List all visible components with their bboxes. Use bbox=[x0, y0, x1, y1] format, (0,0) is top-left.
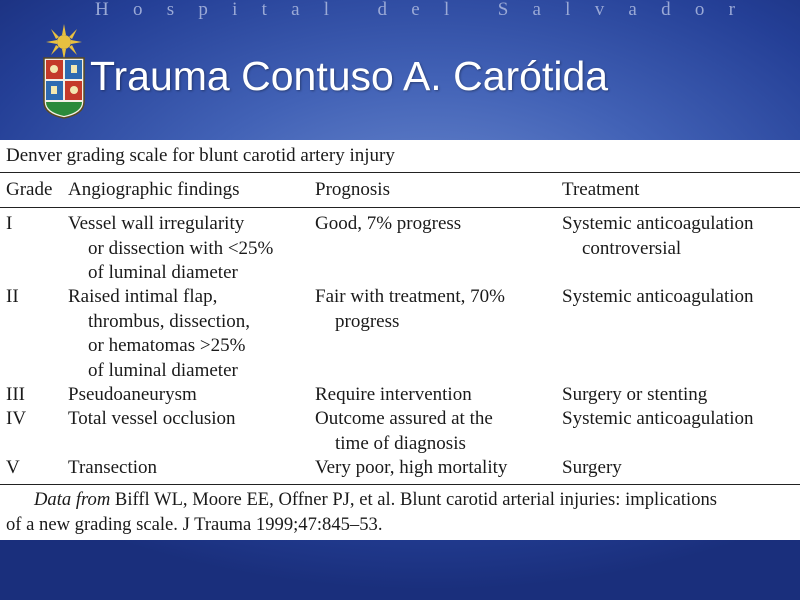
table-row-prognosis bbox=[315, 212, 461, 237]
table-row-findings bbox=[68, 285, 250, 383]
table-row-grade: I bbox=[6, 213, 13, 234]
hospital-letter: l bbox=[443, 0, 450, 20]
table-row-grade: IV bbox=[6, 408, 27, 429]
treatment-line: Surgery or stenting bbox=[562, 384, 708, 405]
footnote-citation: Biffl WL, Moore EE, Offner PJ, et al. Blunt carotid arterial injuries: implications bbox=[110, 489, 718, 510]
grading-table bbox=[0, 140, 800, 540]
prognosis-line: Very poor, high mortality bbox=[315, 457, 508, 478]
hospital-letter: t bbox=[261, 0, 267, 20]
table-row-grade: V bbox=[6, 457, 20, 478]
table-footnote bbox=[6, 488, 796, 537]
findings-line: Total vessel occlusion bbox=[68, 408, 236, 429]
hospital-letter: a bbox=[532, 0, 541, 20]
findings-line: thrombus, dissection, bbox=[88, 310, 251, 332]
hospital-letter: v bbox=[594, 0, 605, 20]
table-row-treatment bbox=[562, 456, 622, 481]
footnote-citation-cont: of a new grading scale. J Trauma 1999;47:845–53. bbox=[6, 513, 383, 535]
university-shield-icon bbox=[38, 22, 90, 120]
table-row-findings bbox=[68, 383, 197, 408]
table-row-treatment bbox=[562, 383, 707, 408]
hospital-letter: l bbox=[323, 0, 330, 20]
table-rule-bottom bbox=[0, 484, 800, 485]
findings-line: of luminal diameter bbox=[88, 359, 238, 381]
hospital-name bbox=[95, 0, 735, 21]
prognosis-line: Require intervention bbox=[315, 384, 472, 405]
hospital-letter: o bbox=[132, 0, 143, 20]
treatment-line: Systemic anticoagulation bbox=[562, 213, 754, 234]
table-rule-top bbox=[0, 172, 800, 173]
findings-line: Transection bbox=[68, 457, 158, 478]
findings-line: Pseudoaneurysm bbox=[68, 384, 197, 405]
hospital-letter: s bbox=[166, 0, 175, 20]
hospital-letter: a bbox=[628, 0, 637, 20]
table-row-prognosis bbox=[315, 407, 493, 456]
table-row-treatment bbox=[562, 285, 754, 310]
column-header-treatment: Treatment bbox=[562, 179, 640, 200]
findings-line: or hematomas >25% bbox=[88, 335, 246, 356]
table-row-prognosis bbox=[315, 383, 472, 408]
prognosis-line: progress bbox=[335, 310, 400, 332]
column-header-findings: Angiographic findings bbox=[68, 179, 240, 200]
table-row-grade: III bbox=[6, 384, 25, 405]
treatment-line: Systemic anticoagulation bbox=[562, 408, 754, 429]
hospital-letter: d bbox=[377, 0, 388, 20]
table-row-grade: II bbox=[6, 286, 19, 307]
header-band bbox=[0, 0, 800, 22]
table-row-prognosis bbox=[315, 285, 505, 334]
treatment-line: Surgery bbox=[562, 457, 622, 478]
hospital-letter: p bbox=[198, 0, 208, 20]
table-row-treatment bbox=[562, 212, 754, 261]
hospital-letter: l bbox=[565, 0, 571, 20]
hospital-letter: i bbox=[232, 0, 238, 20]
findings-line: of luminal diameter bbox=[88, 262, 238, 283]
treatment-line: Systemic anticoagulation bbox=[562, 286, 754, 307]
findings-line: or dissection with <25% bbox=[88, 237, 274, 259]
prognosis-line: Outcome assured at the bbox=[315, 408, 493, 429]
column-header-grade: Grade bbox=[6, 179, 53, 200]
table-row-findings bbox=[68, 407, 236, 432]
hospital-letter: d bbox=[661, 0, 671, 20]
prognosis-line: Fair with treatment, 70% bbox=[315, 286, 505, 307]
column-header-prognosis: Prognosis bbox=[315, 179, 390, 200]
hospital-letter: r bbox=[728, 0, 735, 20]
prognosis-line: time of diagnosis bbox=[335, 432, 466, 454]
findings-line: Raised intimal flap, bbox=[68, 286, 218, 307]
hospital-letter: a bbox=[291, 0, 300, 20]
hospital-letter: e bbox=[411, 0, 420, 20]
treatment-line: controversial bbox=[582, 237, 682, 259]
hospital-letter: o bbox=[694, 0, 705, 20]
findings-line: Vessel wall irregularity bbox=[68, 213, 245, 234]
hospital-letter: S bbox=[497, 0, 509, 20]
table-row-treatment bbox=[562, 407, 754, 432]
hospital-letter: H bbox=[95, 0, 109, 20]
table-row-findings bbox=[68, 456, 157, 481]
table-caption: Denver grading scale for blunt carotid artery injury bbox=[6, 145, 395, 166]
table-rule-header bbox=[0, 207, 800, 208]
table-row-prognosis bbox=[315, 456, 507, 481]
prognosis-line: Good, 7% progress bbox=[315, 213, 462, 234]
slide-title: Trauma Contuso A. Carótida bbox=[90, 53, 609, 99]
footnote-lead: Data from bbox=[34, 489, 111, 510]
table-row-findings bbox=[68, 212, 273, 286]
